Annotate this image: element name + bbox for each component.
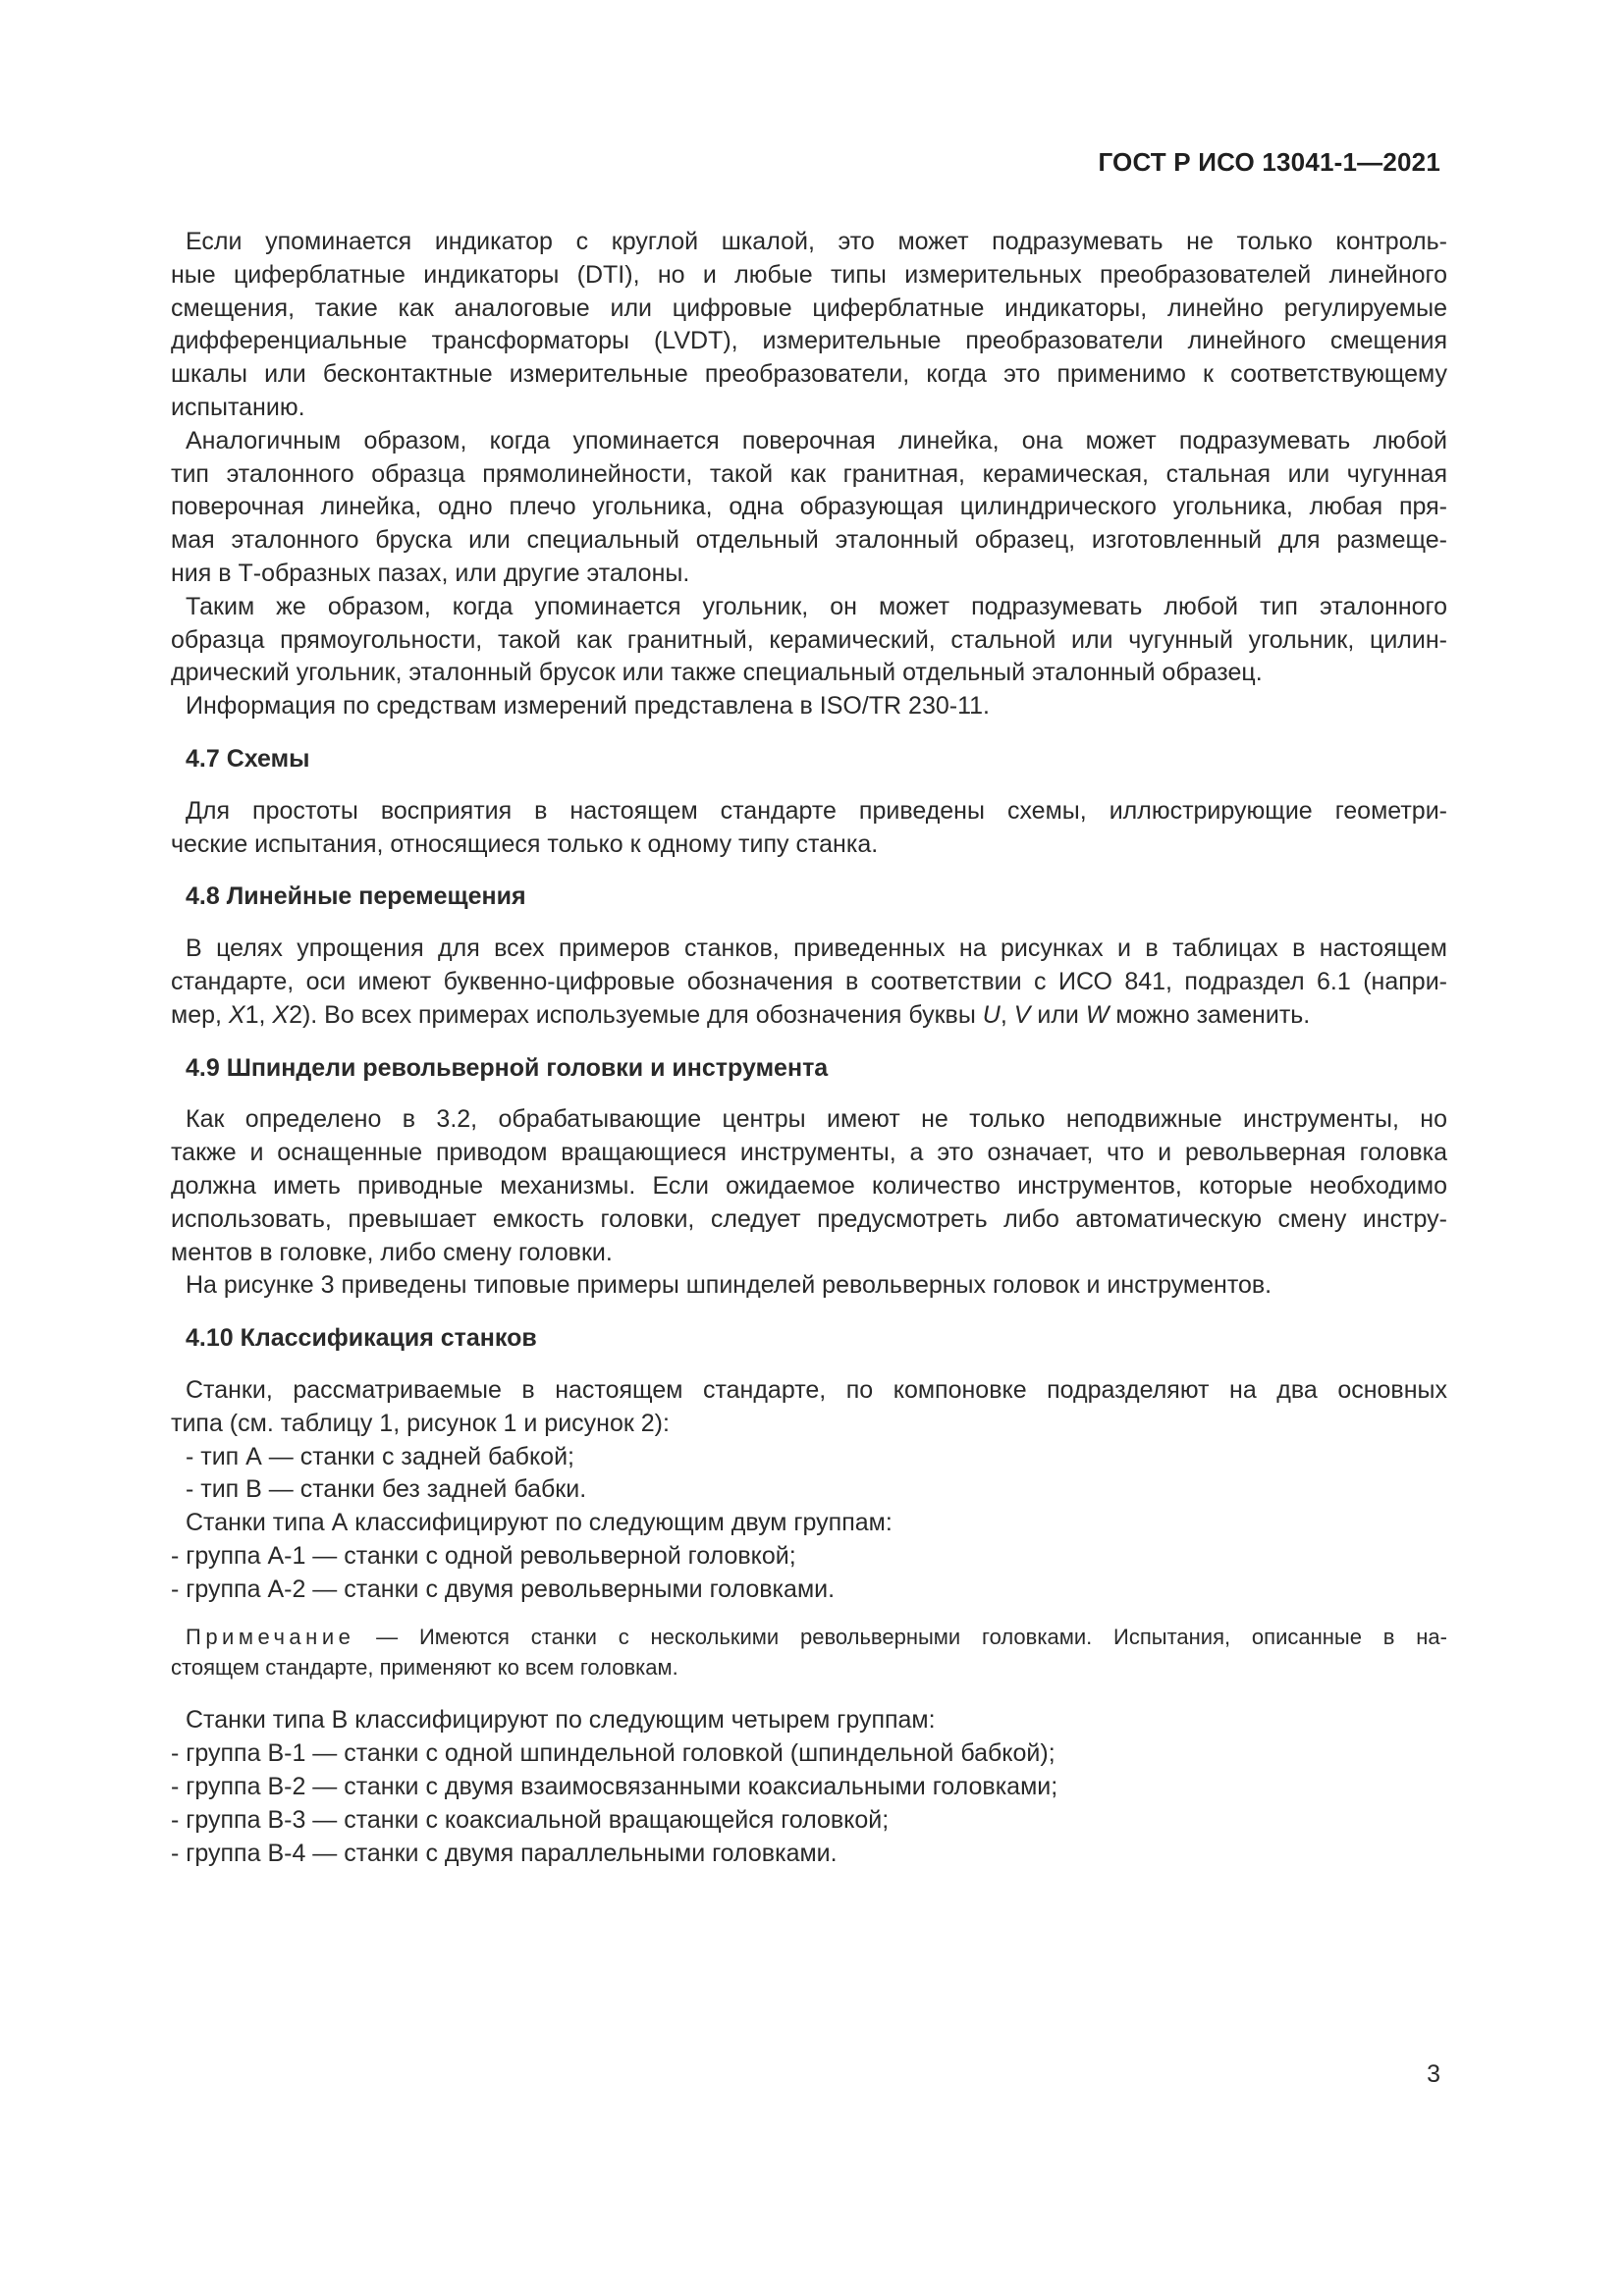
list-item: - группа А-1 — станки с одной револьверной головкой;	[171, 1541, 796, 1570]
note-block	[171, 1622, 1447, 1682]
axis-letter: X	[228, 1000, 245, 1029]
text-line: В целях упрощения для всех примеров станков, приведенных на рисунках и в таблицах в настоящем	[186, 934, 1447, 963]
text-line: Таким же образом, когда упоминается угольник, он может подразумевать любой тип эталонного	[186, 592, 1447, 620]
paragraph-measuring-info	[171, 690, 1447, 723]
text-line: Станки типа В классифицируют по следующим четырем группам:	[186, 1706, 936, 1735]
text-line: ные циферблатные индикаторы (DTI), но и любые типы измерительных преобразователей линейного	[171, 260, 1447, 289]
text-line: Для простоты восприятия в настоящем стандарте приведены схемы, иллюстрирующие геометри-	[186, 796, 1447, 825]
text-line: должна иметь приводные механизмы. Если ожидаемое количество инструментов, которые необходимо	[171, 1171, 1447, 1200]
list-item: - группа В-3 — станки с коаксиальной вращающейся головкой;	[171, 1805, 890, 1834]
text-fragment: мер,	[171, 1000, 229, 1029]
text-line: образца прямоугольности, такой как гранитный, керамический, стальной или чугунный угольник, цилин-	[171, 625, 1447, 654]
section-heading-4-9: 4.9 Шпиндели револьверной головки и инструмента	[186, 1053, 829, 1082]
text-line: ческие испытания, относящиеся только к одному типу станка.	[171, 829, 879, 858]
text-fragment: 2). Во всех примерах используемые для обозначения буквы	[289, 1000, 983, 1029]
axis-letter: U	[982, 1000, 1001, 1029]
text-line: мая эталонного бруска или специальный отдельный эталонный образец, изготовленный для размеще-	[171, 526, 1447, 555]
text-fragment: или	[1030, 1000, 1086, 1029]
text-line: Информация по средствам измерений представлена в ISO/TR 230-11.	[186, 692, 990, 721]
section-heading-4-10: 4.10 Классификация станков	[186, 1324, 537, 1353]
axis-letter: X	[272, 1000, 290, 1029]
paragraph-linear-motions	[171, 933, 1447, 1032]
note-line: стоящем стандарте, применяют ко всем головкам.	[171, 1655, 678, 1681]
text-fragment: можно заменить.	[1109, 1000, 1311, 1029]
paragraph-dial-indicator	[171, 226, 1447, 425]
text-line: шкалы или бесконтактные измерительные преобразователи, когда это применимо к соответствующему	[171, 360, 1447, 389]
text-line: смещения, такие как аналоговые или цифровые циферблатные индикаторы, линейно регулируемые	[171, 294, 1447, 322]
paragraph-straightedge	[171, 425, 1447, 591]
list-item: - тип В — станки без задней бабки.	[186, 1475, 587, 1504]
note-line	[171, 1622, 1447, 1652]
text-line: испытанию.	[171, 393, 305, 421]
text-line-with-axes	[171, 999, 1447, 1033]
text-line: дрический угольник, эталонный брусок или также специальный отдельный эталонный образец.	[171, 659, 1263, 687]
axis-letter: W	[1085, 1000, 1110, 1029]
paragraph-classification	[171, 1374, 1447, 1607]
paragraph-schemes	[171, 795, 1447, 862]
text-line: Если упоминается индикатор с круглой шкалой, это может подразумевать не только контроль-	[186, 228, 1447, 255]
note-text: — Имеются станки с несколькими револьверными головками. Испытания, описанные в на-	[354, 1625, 1447, 1650]
text-line: также и оснащенные приводом вращающиеся инструменты, а это означает, что и револьверная головка	[171, 1139, 1447, 1167]
paragraph-square	[171, 591, 1447, 690]
text-line: тип эталонного образца прямолинейности, такой как гранитная, керамическая, стальная или чугунная	[171, 459, 1447, 488]
paragraph-figure-3-ref	[171, 1269, 1447, 1303]
list-item: - группа В-2 — станки с двумя взаимосвязанными коаксиальными головками;	[171, 1773, 1058, 1801]
section-heading-4-7: 4.7 Схемы	[186, 744, 310, 773]
text-line: Как определено в 3.2, обрабатывающие центры имеют не только неподвижные инструменты, но	[186, 1105, 1447, 1134]
list-item: - группа В-1 — станки с одной шпиндельной головкой (шпиндельной бабкой);	[171, 1739, 1056, 1768]
text-line: типа (см. таблицу 1, рисунок 1 и рисунок 2):	[171, 1409, 670, 1437]
text-line: ния в Т-образных пазах, или другие эталоны.	[171, 559, 690, 587]
paragraph-type-b-groups	[171, 1704, 1447, 1870]
text-line: поверочная линейка, одно плечо угольника, одна образующая цилиндрического угольника, любая пря-	[171, 493, 1447, 521]
text-line: Станки, рассматриваемые в настоящем стандарте, по компоновке подразделяют на два основных	[186, 1375, 1447, 1404]
list-item: - группа А-2 — станки с двумя револьверными головками.	[171, 1575, 836, 1603]
note-label: Примечание	[186, 1625, 355, 1650]
document-body	[171, 226, 1447, 1870]
section-heading-4-8: 4.8 Линейные перемещения	[186, 882, 526, 911]
text-fragment: 1,	[244, 1000, 273, 1029]
list-item: - группа В-4 — станки с двумя параллельными головками.	[171, 1839, 838, 1867]
text-line: На рисунке 3 приведены типовые примеры шпинделей револьверных головок и инструментов.	[186, 1271, 1272, 1300]
text-line: использовать, превышает емкость головки, следует предусмотреть либо автоматическую смену инстру-	[171, 1204, 1447, 1233]
text-line: стандарте, оси имеют буквенно-цифровые обозначения в соответствии с ИСО 841, подраздел 6.1 (напри-	[171, 967, 1447, 995]
text-line: Станки типа А классифицируют по следующим двум группам:	[186, 1509, 893, 1537]
text-line: Аналогичным образом, когда упоминается поверочная линейка, она может подразумевать любой	[186, 426, 1447, 454]
text-fragment: ,	[1000, 1000, 1014, 1029]
axis-letter: V	[1013, 1000, 1031, 1029]
text-line: дифференциальные трансформаторы (LVDT), измерительные преобразователи линейного смещения	[171, 327, 1447, 355]
document-header: ГОСТ Р ИСО 13041-1—2021	[1098, 147, 1440, 177]
list-item: - тип А — станки с задней бабкой;	[186, 1442, 574, 1470]
page-number: 3	[1427, 2060, 1440, 2088]
text-line: ментов в головке, либо смену головки.	[171, 1238, 613, 1266]
paragraph-turret-spindles	[171, 1103, 1447, 1269]
